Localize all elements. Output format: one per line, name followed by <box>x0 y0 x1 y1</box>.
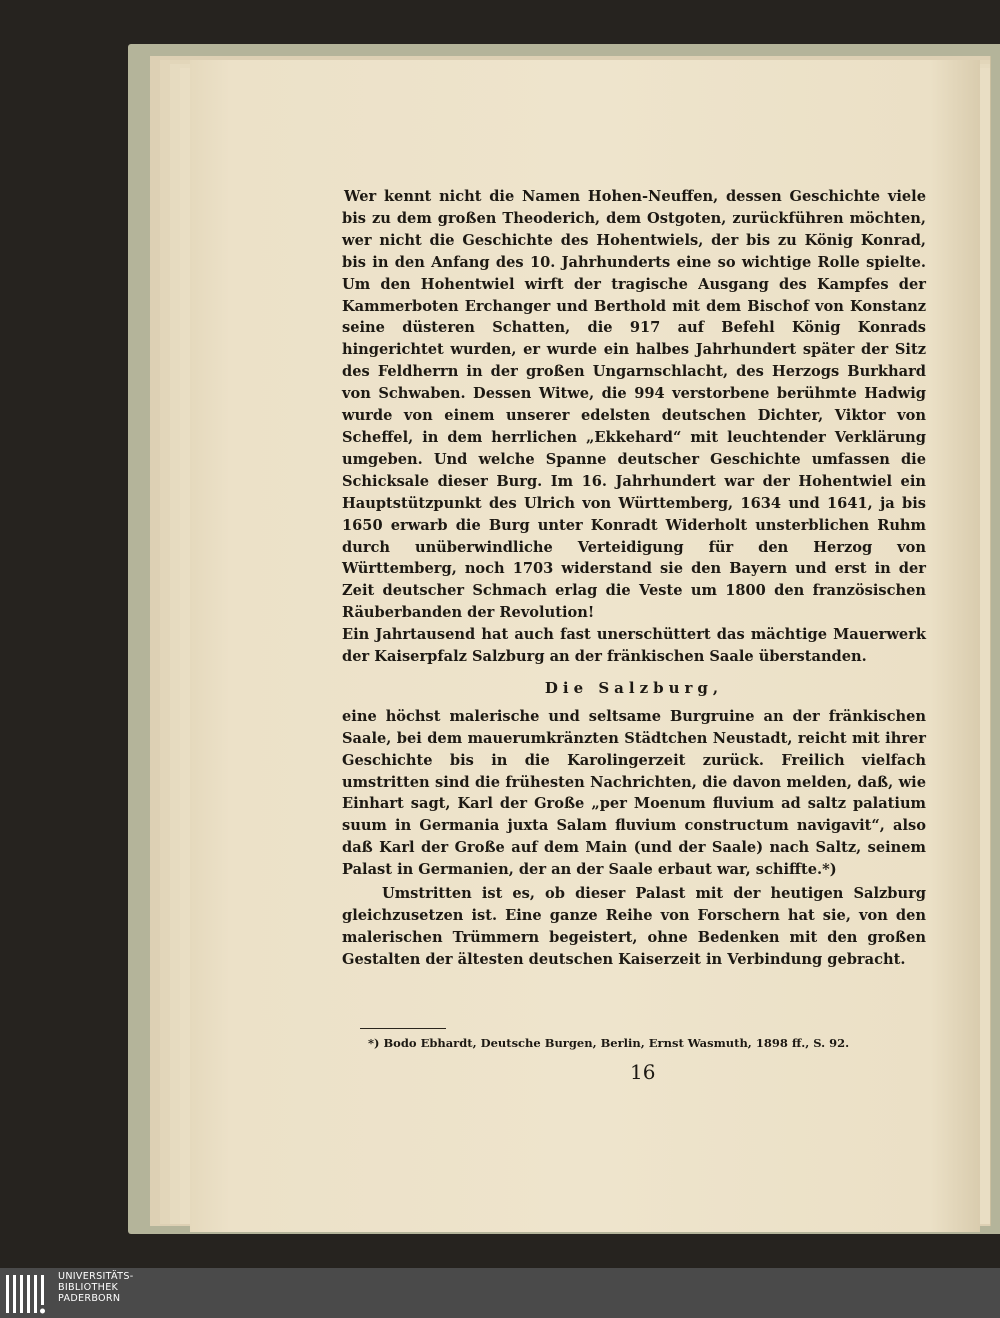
section-heading: Die Salzburg, <box>544 678 724 697</box>
library-bars-logo-icon <box>4 1271 48 1317</box>
footnote: *) Bodo Ebhardt, Deutsche Burgen, Berlin, Ernst Wasmuth, 1898 ff., S. 92. <box>368 1036 850 1050</box>
paragraph-kaiserpfalz: Ein Jahrtausend hat auch fast unerschüttert das mächtige Mauerwerk der Kaiserpfalz Salzburg an der fränkischen Saale überstanden. <box>342 626 926 666</box>
library-footer-bar <box>0 1268 1000 1318</box>
logo-line-2: BIBLIOTHEK <box>58 1282 119 1293</box>
library-logo-text <box>58 1271 133 1304</box>
paragraph-umstritten: Umstritten ist es, ob dieser Palast mit der heutigen Salzburg gleichzusetzen ist. Eine ganze Reihe von Forschern hat sie, von den malerischen Trümmern begeistert, ohne Bedenken mit den großen Gestalten der ältesten deutschen Kaiserzeit in Verbindung gebracht. <box>342 885 926 968</box>
paragraph-hohentwiel: Wer kennt nicht die Namen Hohen-Neuffen, dessen Geschichte viele bis zu dem großen Theoderich, dem Ostgoten, zurückführen möchten, wer nicht die Geschichte des Hohentwiels, der bis zu König Konrad, bis in den Anfang des 10. Jahrhunderts eine so wichtige Rolle spielte. Um den Hohentwiel wirft der tragische Ausgang des Kampfes der Kammerboten Erchanger und Berthold mit dem Bischof von Konstanz seine düsteren Schatten, die 917 auf Befehl König Konrads hingerichtet wurden, er wurde ein halbes Jahrhundert später der Sitz des Feldherrn in der großen Ungarnschlacht, des Herzogs Burkhard von Schwaben. Dessen Witwe, die 994 verstorbene berühmte Hadwig wurde von einem unserer edelsten deutschen Dichter, Viktor von Scheffel, in dem herrlichen „Ekkehard“ mit leuchtender Verklärung umgeben. Und welche Spanne deutscher Geschichte umfassen die Schicksale dieser Burg. Im 16. Jahrhundert war der Hohentwiel ein Hauptstützpunkt des Ulrich von Württemberg, 1634 und 1641, ja bis 1650 erwarb die Burg unter Konradt Widerholt unsterblichen Ruhm durch unüberwindliche Verteidigung für den Herzog von Württemberg, noch 1703 widerstand sie den Bayern und erst in der Zeit deutscher Schmach erlag die Veste um 1800 den französischen Räuberbanden der Revolution! <box>342 188 926 622</box>
footnote-rule <box>360 1028 446 1029</box>
page-body <box>342 186 926 971</box>
logo-line-1: UNIVERSITÄTS- <box>58 1271 134 1282</box>
logo-line-3: PADERBORN <box>58 1293 121 1304</box>
page-number: 16 <box>630 1060 656 1084</box>
paragraph-salzburg: eine höchst malerische und seltsame Burgruine an der fränkischen Saale, bei dem mauerumkränzten Städtchen Neustadt, reicht mit ihrer Geschichte bis in die Karolingerzeit zurück. Freilich vielfach umstritten sind die frühesten Nachrichten, die davon melden, daß, wie Einhart sagt, Karl der Große „per Moenum fluvium ad saltz palatium suum in Germania juxta Salam fluvium constructum navigavit“, also daß Karl der Große auf dem Main (und der Saale) nach Saltz, seinem Palast in Germanien, der an der Saale erbaut war, schiffte.*) <box>342 707 926 879</box>
